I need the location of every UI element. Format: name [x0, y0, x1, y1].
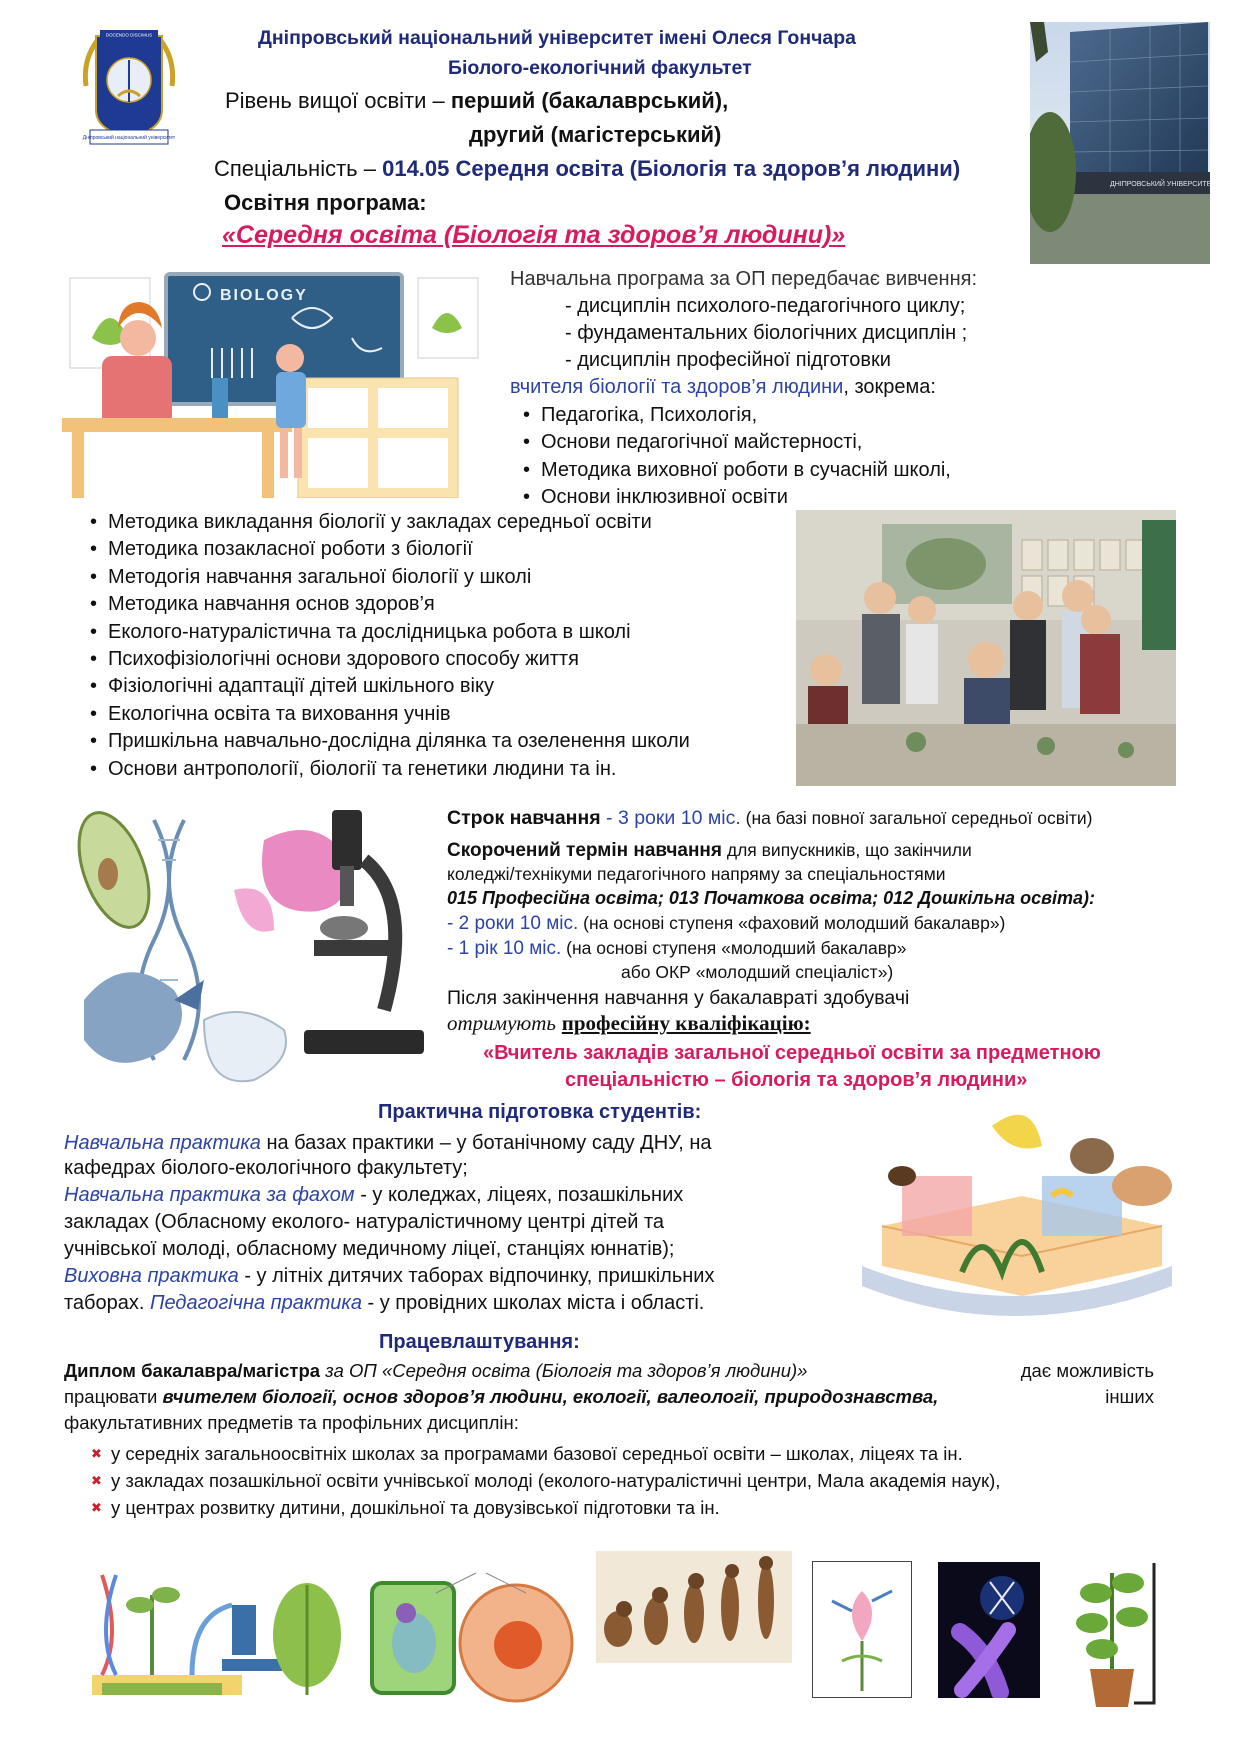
level-second: другий (магістерський)	[469, 122, 722, 147]
qualification-line-1: «Вчитель закладів загальної середньої освіти за предметною	[483, 1042, 1101, 1064]
list-item: • Методика позакласної роботи з біології	[86, 536, 690, 563]
employment-line-3: факультативних предметів та профільних дисциплін:	[64, 1412, 519, 1433]
list-item: • Методика викладання біології у закладах середньої освіти	[86, 509, 690, 536]
biology-icons-illustration	[92, 1555, 347, 1710]
core-subjects-list	[519, 402, 951, 512]
list-item: • Основи антропології, біології та генетики людини та ін.	[86, 756, 690, 783]
work-as: працювати	[64, 1386, 163, 1407]
campus-photo	[1030, 22, 1210, 264]
students-lab-photo	[796, 510, 1176, 786]
list-item: ✖ у середніх загальноосвітніх школах за програмами базової середньої освіти – школах, ліцеях та ін.	[91, 1440, 1000, 1467]
term-note: (на базі повної загальної середньої освіти)	[740, 808, 1093, 828]
ecology-pyramid-illustration	[842, 1096, 1194, 1328]
university-name: Дніпровський національний університет імені Олеся Гончара	[258, 27, 857, 49]
practice-line-2: кафедрах біолого-екологічного факультету;	[64, 1157, 468, 1179]
employment-places-list	[91, 1440, 1000, 1521]
cell-diagram-illustration	[366, 1553, 576, 1715]
option-one-year-label: - 1 рік 10 міс.	[447, 938, 562, 959]
curriculum-intro-rest: передбачає вивчення:	[765, 268, 977, 290]
list-item: • Фізіологічні адаптації дітей шкільного віку	[86, 673, 690, 700]
diploma-op: за ОП «Середня освіта (Біологія та здоров’я людини)»	[320, 1360, 808, 1381]
list-item: ✖ у закладах позашкільної освіти учнівської молоді (еколого-натуралістичні центри, Мала академія наук),	[91, 1467, 1000, 1494]
teachers-line	[510, 374, 936, 401]
practice-line-6	[64, 1265, 714, 1288]
short-term-text: для випускників, що закінчили	[722, 840, 972, 860]
teachers-suffix: , зокрема:	[843, 376, 936, 398]
biology-collage-illustration	[64, 800, 434, 1100]
work-subjects: вчителем біології, основ здоров’я людини, екології, валеології, природознавства,	[162, 1386, 939, 1407]
curriculum-intro-op: Навчальна програма за ОП	[510, 268, 766, 290]
teachers-subject: вчителя біології та здоров’я людини	[510, 376, 844, 398]
level-first: перший (бакалаврський),	[450, 88, 729, 113]
practice-specialty-text: - у коледжах, ліцеях, позашкільних	[354, 1184, 684, 1206]
employment-line-2	[64, 1386, 1154, 1408]
option-two-years-note: (на основі ступеня «фаховий молодший бакалавр»)	[578, 913, 1006, 933]
option-one-year	[447, 938, 906, 960]
diploma-label: Диплом бакалавра/магістра	[64, 1360, 321, 1381]
practice-educational-work-label: Виховна практика	[64, 1265, 239, 1287]
specialty	[214, 156, 960, 182]
practice-camps: таборах.	[64, 1292, 150, 1314]
qualification-label: професійну кваліфікацію:	[561, 1011, 811, 1035]
program-label: Освітня програма:	[224, 190, 427, 215]
curriculum-item-3: - дисциплін професійної підготовки	[565, 349, 891, 371]
faculty-name: Біолого-екологічний факультет	[448, 57, 752, 79]
education-level	[225, 88, 728, 114]
after-graduation: Після закінчення навчання у бакалавраті здобувачі	[447, 987, 910, 1009]
list-item: • Методика виховної роботи в сучасній школі,	[519, 457, 951, 484]
qualification-intro	[447, 1011, 811, 1036]
curriculum-item-2: - фундаментальних біологічних дисциплін ;	[565, 322, 968, 344]
employment-line-1	[64, 1360, 1154, 1382]
curriculum-intro	[510, 266, 977, 293]
practice-educational-text: на базах практики – у ботанічному саду ДНУ, на	[260, 1132, 712, 1154]
plant-pot-illustration	[1062, 1553, 1174, 1713]
option-one-year-note: (на основі ступеня «молодший бакалавр»	[561, 938, 907, 958]
short-term-text-2: коледжі/технікуми педагогічного напряму за спеціальностями	[447, 864, 946, 884]
list-item: • Психофізіологічні основи здорового способу життя	[86, 646, 690, 673]
short-term-label: Скорочений термін навчання	[447, 840, 722, 861]
term-line	[447, 807, 1093, 830]
list-item: ✖ у центрах розвитку дитини, дошкільної та довузівської підготовки та ін.	[91, 1494, 1000, 1521]
option-one-year-note-2: або ОКР «молодший спеціаліст»)	[621, 962, 894, 982]
term-label: Строк навчання	[447, 807, 601, 829]
list-item: • Пришкільна навчально-дослідна ділянка та озеленення школи	[86, 728, 690, 755]
list-item: • Основи інклюзивної освіти	[519, 484, 951, 511]
practice-specialty-label: Навчальна практика за фахом	[64, 1184, 355, 1206]
specialty-value: 014.05 Середня освіта (Біологія та здоров’я людини)	[382, 156, 961, 181]
campus-sign: ДНІПРОВСЬКИЙ УНІВЕРСИТЕТ	[1110, 181, 1210, 188]
university-logo	[78, 26, 180, 150]
curriculum-item-1: - дисциплін психолого-педагогічного циклу;	[565, 295, 966, 317]
logo-motto: DOCENDO DISCIMUS	[105, 32, 153, 38]
qualification-line-2: спеціальністю – біологія та здоров’я людини»	[565, 1069, 1028, 1091]
methods-subjects-list	[86, 509, 690, 783]
option-two-years	[447, 913, 1005, 935]
list-item: • Основи педагогічної майстерності,	[519, 429, 951, 456]
practice-line-3	[64, 1184, 683, 1207]
practice-line-1	[64, 1130, 712, 1157]
practice-pedagogical-label: Педагогічна практика	[150, 1292, 362, 1314]
logo-caption: Дніпровський національний університет	[82, 135, 176, 141]
qualification-get: отримують	[447, 1011, 556, 1035]
work-other: інших	[1105, 1386, 1154, 1407]
option-two-years-value: - 2 роки 10 міс.	[447, 913, 579, 934]
practice-educational-work-text: - у літніх дитячих таборах відпочинку, пришкільних	[238, 1265, 715, 1287]
term-value: - 3 роки 10 міс.	[600, 807, 741, 829]
chromosome-dna-illustration	[938, 1562, 1040, 1698]
program-name: «Середня освіта (Біологія та здоров’я людини)»	[222, 221, 846, 249]
employment-title: Працевлаштування:	[379, 1331, 580, 1353]
list-item: • Еколого-натуралістична та дослідницька робота в школі	[86, 619, 690, 646]
flower-anatomy-illustration	[812, 1561, 912, 1698]
board-label: BIOLOGY	[220, 287, 308, 304]
practice-pedagogical-text: - у провідних школах міста і області.	[361, 1292, 705, 1314]
teacher-classroom-illustration	[62, 268, 482, 498]
practice-line-4: закладах (Обласному еколого- натуралістичному центрі дітей та	[64, 1211, 665, 1233]
specialty-label: Спеціальність –	[214, 156, 383, 181]
practice-line-7	[64, 1292, 704, 1315]
human-evolution-illustration	[596, 1551, 792, 1663]
practice-title: Практична підготовка студентів:	[378, 1101, 702, 1123]
short-term-line	[447, 840, 972, 862]
list-item: • Методогія навчання загальної біології у школі	[86, 564, 690, 591]
short-term-specialties: 015 Професійна освіта; 013 Початкова освіта; 012 Дошкільна освіта):	[447, 888, 1095, 908]
level-label: Рівень вищої освіти –	[225, 88, 451, 113]
list-item: • Методика навчання основ здоров’я	[86, 591, 690, 618]
diploma-gives: дає можливість	[1020, 1360, 1154, 1381]
list-item: • Педагогіка, Психологія,	[519, 402, 951, 429]
list-item: • Екологічна освіта та виховання учнів	[86, 701, 690, 728]
practice-educational-label: Навчальна практика	[64, 1132, 261, 1154]
practice-line-5: учнівської молоді, обласному медичному ліцеї, станціях юннатів);	[64, 1238, 675, 1260]
